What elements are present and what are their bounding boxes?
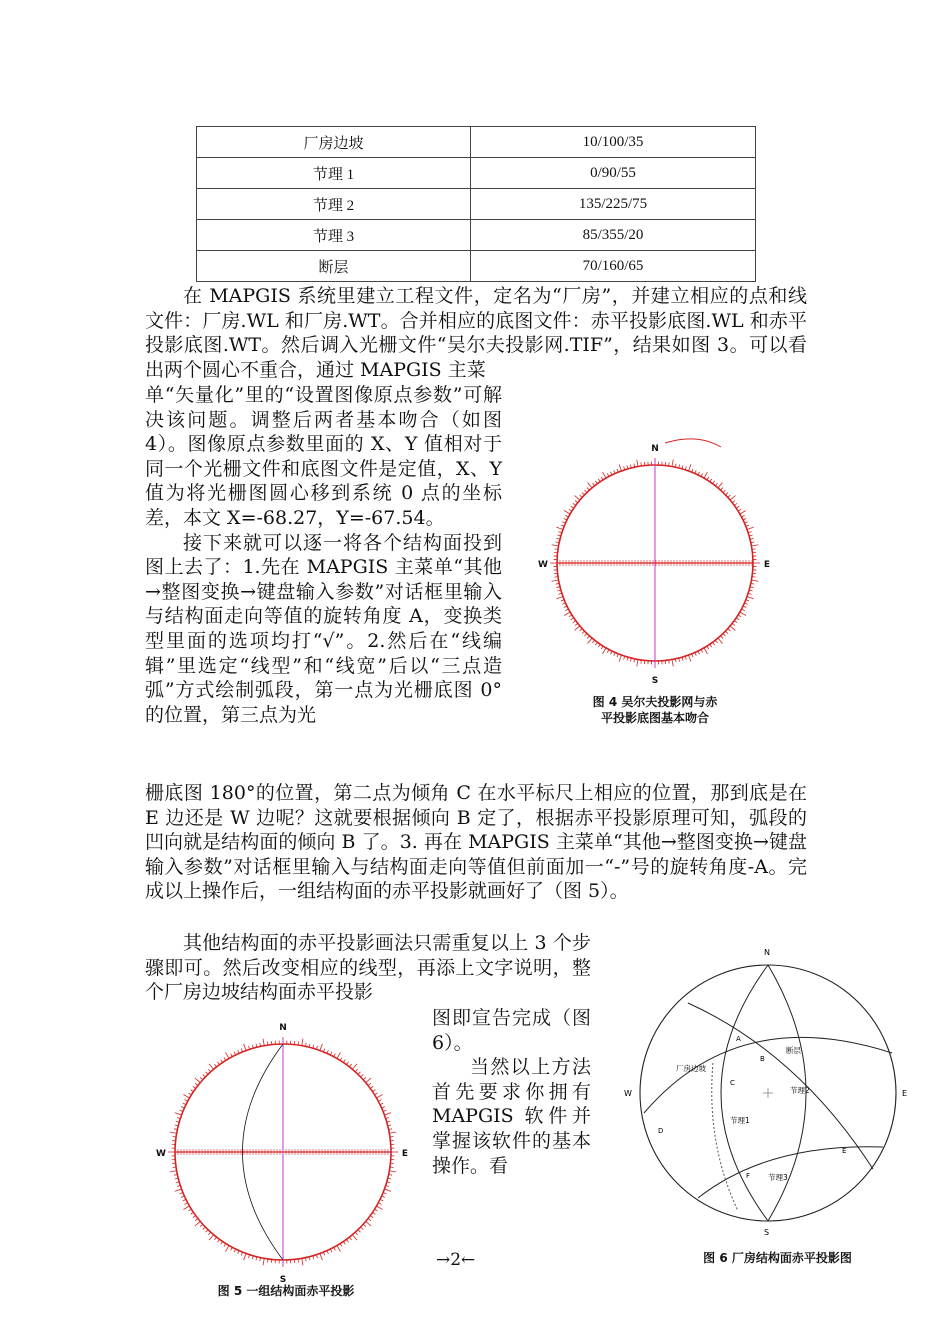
azimuth-tick (598, 479, 600, 482)
azimuth-tick (263, 1258, 264, 1265)
table-cell: 10/100/35 (471, 127, 756, 158)
azimuth-tick (368, 1218, 371, 1220)
west-label: W (156, 1149, 166, 1159)
table-cell: 断层 (197, 251, 471, 282)
azimuth-tick (556, 527, 563, 529)
label-fault: 断层 (786, 1046, 801, 1055)
azimuth-tick (732, 501, 735, 503)
paragraph-text: 在 MAPGIS 系统里建立工程文件，定名为“厂房”，并建立相应的点和线文件：厂房.WL 和厂房.WT。合并相应的底图文件：赤平投影底图.WL 和赤平投影底图.WT。然后调入光栅文件“吴尔夫投影网.TIF”，结果如图 3。可以看出两个圆心不重合，通过 MAPGIS 主菜 (145, 285, 807, 381)
table-row (197, 158, 756, 189)
azimuth-tick (575, 626, 580, 630)
table-cell: 厂房边坡 (197, 127, 471, 158)
azimuth-tick (221, 1242, 223, 1245)
azimuth-tick (193, 1215, 196, 1217)
azimuth-tick (377, 1206, 383, 1210)
azimuth-tick (580, 629, 583, 631)
arc-joint3 (698, 1147, 883, 1198)
azimuth-tick (389, 1171, 396, 1172)
azimuth-tick (580, 495, 583, 497)
azimuth-tick (569, 615, 572, 617)
azimuth-tick (200, 1077, 203, 1079)
azimuth-tick (206, 1230, 208, 1233)
azimuth-tick (373, 1212, 376, 1214)
label-joint2: 节理2 (790, 1086, 810, 1095)
north-label: N (279, 1023, 287, 1033)
azimuth-tick (195, 1083, 198, 1085)
azimuth-tick (340, 1057, 342, 1060)
azimuth-tick (575, 623, 578, 625)
table-cell: 节理 3 (197, 220, 471, 251)
azimuth-tick (598, 644, 600, 647)
azimuth-tick (320, 1253, 322, 1260)
azimuth-tick (191, 1212, 194, 1214)
azimuth-tick (224, 1244, 226, 1247)
azimuth-tick (183, 1095, 189, 1099)
azimuth-tick (573, 621, 576, 623)
azimuth-tick (337, 1052, 341, 1058)
azimuth-tick (195, 1078, 200, 1082)
azimuth-tick (363, 1077, 366, 1079)
azimuth-tick (689, 655, 691, 662)
east-label: E (902, 1089, 908, 1098)
paragraph-3-continued (432, 1006, 591, 1178)
azimuth-tick (556, 597, 563, 599)
azimuth-tick (193, 1086, 196, 1088)
azimuth-tick (707, 646, 709, 649)
arc-fault (644, 1037, 892, 1113)
west-label: W (538, 560, 548, 570)
azimuth-tick (721, 488, 723, 491)
point-d: D (658, 1127, 664, 1135)
azimuth-tick (217, 1062, 219, 1065)
azimuth-tick (375, 1093, 378, 1095)
azimuth-tick (208, 1069, 210, 1072)
azimuth-tick (208, 1232, 210, 1235)
azimuth-tick (349, 1237, 351, 1240)
azimuth-tick (704, 472, 708, 478)
azimuth-tick (358, 1230, 360, 1233)
azimuth-tick (603, 472, 607, 478)
west-label: W (624, 1089, 632, 1098)
south-label: S (764, 1228, 770, 1237)
table-cell: 135/225/75 (471, 189, 756, 220)
azimuth-tick (170, 1171, 177, 1172)
table-cell: 节理 1 (197, 158, 471, 189)
azimuth-tick (587, 636, 589, 639)
point-a: A (736, 1035, 741, 1043)
azimuth-tick (747, 597, 754, 599)
azimuth-tick (725, 492, 728, 494)
azimuth-tick (637, 460, 638, 467)
table-row (197, 251, 756, 282)
arc-joint2 (688, 1003, 873, 1169)
figure-5-caption (176, 1283, 396, 1299)
north-label: N (764, 948, 770, 957)
azimuth-tick (206, 1072, 208, 1075)
south-label: S (651, 676, 659, 686)
azimuth-tick (721, 636, 723, 639)
azimuth-tick (203, 1227, 206, 1229)
azimuth-tick (226, 1052, 230, 1058)
caption-line: 图 4 吴尔夫投影网与赤 (592, 695, 718, 709)
page-number: →2← (436, 1250, 476, 1270)
azimuth-tick (226, 1246, 230, 1252)
caption-line: 平投影底图基本吻合 (600, 711, 709, 725)
figure-4-caption (560, 694, 750, 726)
azimuth-tick (170, 1132, 177, 1133)
azimuth-tick (715, 640, 717, 643)
label-slope: 厂房边坡 (676, 1064, 706, 1073)
table-cell: 0/90/55 (471, 158, 756, 189)
figure-6-caption (680, 1250, 875, 1266)
azimuth-tick (377, 1095, 383, 1099)
arc-joint1 (721, 965, 768, 1221)
azimuth-tick (571, 506, 574, 508)
azimuth-tick (370, 1086, 373, 1088)
offset-arc (665, 439, 721, 447)
azimuth-tick (584, 490, 586, 493)
azimuth-tick (217, 1239, 219, 1242)
azimuth-tick (355, 1069, 357, 1072)
east-label: E (763, 560, 771, 570)
paragraph-text: 图即宣告完成（图 6）。 (432, 1007, 591, 1054)
azimuth-tick (188, 1093, 191, 1095)
azimuth-tick (349, 1064, 351, 1067)
azimuth-tick (214, 1237, 216, 1240)
azimuth-tick (244, 1044, 246, 1051)
azimuth-tick (366, 1221, 371, 1225)
azimuth-tick (320, 1044, 322, 1051)
azimuth-tick (366, 1078, 371, 1082)
point-f: F (746, 1172, 751, 1180)
azimuth-tick (601, 477, 603, 480)
azimuth-tick (725, 631, 728, 633)
azimuth-tick (713, 481, 715, 484)
azimuth-tick (734, 621, 737, 623)
azimuth-tick (370, 1215, 373, 1217)
south-label: S (279, 1275, 287, 1284)
label-joint3: 节理3 (768, 1173, 788, 1182)
paragraph-text: 栅底图 180°的位置，第二点为倾角 C 在水平标尺上相应的位置，那到底是在 E 边还是 W 边呢？这就要根据倾向 B 定了，根据赤平投影原理可知，弧段的凹向就是结构面的倾向 B 了。3. 再在 MAPGIS 主菜单“其他→整图变换→键盘输入参数”对话框里输入与结构面走向等值但前面加一“-”号的旋转角度-A。完成以上操作后，一组结构面的赤平投影就画好了（图 5）。 (145, 782, 807, 903)
azimuth-tick (672, 460, 673, 467)
azimuth-tick (355, 1232, 357, 1235)
figure-6-structure-planes (618, 943, 918, 1243)
north-label: N (651, 444, 659, 454)
azimuth-tick (593, 640, 595, 643)
azimuth-tick (713, 642, 715, 645)
left-column-text (145, 383, 502, 727)
azimuth-tick (730, 626, 735, 630)
azimuth-tick (672, 660, 673, 667)
azimuth-tick (373, 1090, 376, 1092)
azimuth-tick (573, 503, 576, 505)
azimuth-tick (723, 490, 725, 493)
east-label: E (401, 1149, 409, 1159)
azimuth-tick (575, 501, 578, 503)
azimuth-tick (569, 509, 572, 511)
azimuth-tick (740, 612, 746, 616)
table-cell: 节理 2 (197, 189, 471, 220)
azimuth-tick (343, 1060, 345, 1063)
point-e: E (842, 1147, 847, 1155)
azimuth-tick (752, 545, 759, 546)
point-b: B (760, 1055, 765, 1063)
azimuth-tick (368, 1083, 371, 1085)
azimuth-tick (619, 464, 621, 471)
point-c: C (730, 1079, 735, 1087)
azimuth-tick (619, 655, 621, 662)
azimuth-tick (747, 527, 754, 529)
azimuth-tick (689, 464, 691, 471)
azimuth-tick (571, 618, 574, 620)
azimuth-tick (346, 1062, 348, 1065)
azimuth-tick (704, 648, 708, 654)
azimuth-tick (588, 638, 592, 643)
azimuth-tick (552, 545, 559, 546)
azimuth-tick (734, 503, 737, 505)
azimuth-tick (718, 483, 722, 488)
azimuth-tick (384, 1189, 391, 1191)
azimuth-tick (752, 580, 759, 581)
azimuth-tick (263, 1039, 264, 1046)
azimuth-tick (384, 1113, 391, 1115)
azimuth-tick (582, 492, 585, 494)
paragraph-text: 单“矢量化”里的“设置图像原点参数”可解决该问题。调整后两者基本吻合（如图 4）。图像原点参数里面的 X、Y 值相对于同一个光栅文件和底图文件是定值，X、Y 值为将光栅图圆心移到系统 0 点的坐标差，本文 X=-68.27，Y=-67.54。 (145, 384, 502, 529)
azimuth-tick (564, 612, 570, 616)
azimuth-tick (595, 642, 597, 645)
azimuth-tick (224, 1057, 226, 1060)
azimuth-tick (736, 618, 739, 620)
caption-line: 图 5 一组结构面赤平投影 (217, 1284, 355, 1298)
azimuth-tick (337, 1246, 341, 1252)
azimuth-tick (361, 1227, 364, 1229)
azimuth-tick (175, 1113, 182, 1115)
azimuth-tick (732, 623, 735, 625)
table-cell: 70/160/65 (471, 251, 756, 282)
azimuth-tick (718, 638, 722, 643)
net-fig4 (538, 439, 770, 686)
azimuth-tick (593, 483, 595, 486)
table-row (197, 127, 756, 158)
azimuth-tick (361, 1075, 364, 1077)
figure-4-wulff-net (520, 405, 800, 695)
azimuth-tick (375, 1209, 378, 1211)
azimuth-tick (710, 479, 712, 482)
net-fig5 (156, 1023, 408, 1284)
azimuth-tick (346, 1239, 348, 1242)
azimuth-tick (588, 483, 592, 488)
azimuth-tick (730, 496, 735, 500)
azimuth-tick (587, 488, 589, 491)
azimuth-tick (188, 1209, 191, 1211)
table-row (197, 189, 756, 220)
azimuth-tick (363, 1224, 366, 1226)
paragraph-4: 当然以上方法首先要求你拥有 MAPGIS 软件并掌握该软件的基本操作。看 (432, 1056, 591, 1177)
azimuth-tick (209, 1064, 213, 1069)
azimuth-tick (191, 1090, 194, 1092)
paragraph-text: 其他结构面的赤平投影画法只需重复以上 3 个步骤即可。然后改变相应的线型，再添上文字说明，整个厂房边坡结构面赤平投影 (145, 932, 591, 1004)
azimuth-tick (738, 615, 741, 617)
azimuth-tick (584, 633, 586, 636)
azimuth-tick (352, 1235, 356, 1240)
azimuth-tick (183, 1206, 189, 1210)
label-joint1: 节理1 (730, 1116, 750, 1125)
structure-plane-table (196, 126, 756, 282)
azimuth-tick (595, 481, 597, 484)
azimuth-tick (715, 483, 717, 486)
azimuth-tick (728, 495, 731, 497)
figure-5-projection (145, 1022, 425, 1284)
azimuth-tick (637, 660, 638, 667)
azimuth-tick (214, 1064, 216, 1067)
azimuth-tick (221, 1060, 223, 1063)
azimuth-tick (209, 1235, 213, 1240)
azimuth-tick (575, 496, 580, 500)
table-cell: 85/355/20 (471, 220, 756, 251)
azimuth-tick (340, 1244, 342, 1247)
azimuth-tick (564, 511, 570, 515)
paragraph-3 (145, 931, 591, 1005)
paragraph-2-continued (145, 781, 807, 904)
azimuth-tick (389, 1132, 396, 1133)
azimuth-tick (723, 633, 725, 636)
azimuth-tick (582, 631, 585, 633)
azimuth-tick (302, 1258, 303, 1265)
azimuth-tick (603, 648, 607, 654)
azimuth-tick (195, 1221, 200, 1225)
azimuth-tick (302, 1039, 303, 1046)
azimuth-tick (728, 629, 731, 631)
azimuth-tick (343, 1242, 345, 1245)
azimuth-tick (352, 1064, 356, 1069)
azimuth-tick (195, 1218, 198, 1220)
azimuth-tick (358, 1072, 360, 1075)
paragraph-1 (145, 284, 807, 382)
azimuth-tick (738, 509, 741, 511)
azimuth-tick (740, 511, 746, 515)
azimuth-tick (552, 580, 559, 581)
table-row (197, 220, 756, 251)
azimuth-tick (710, 644, 712, 647)
azimuth-tick (736, 506, 739, 508)
azimuth-tick (203, 1075, 206, 1077)
caption-line: 图 6 厂房结构面赤平投影图 (703, 1251, 852, 1265)
paragraph-2: 接下来就可以逐一将各个结构面投到图上去了：1.先在 MAPGIS 主菜单“其他→整图变换→键盘输入参数”对话框里输入与结构面走向等值的旋转角度 A，变换类型里面的选项均打“√”。2.然后在“线编辑”里选定“线型”和“线宽”后以“三点造弧”方式绘制弧段，第一点为光栅底图 0°的位置，第三点为光 (145, 531, 502, 726)
azimuth-tick (707, 477, 709, 480)
azimuth-tick (244, 1253, 246, 1260)
azimuth-tick (601, 646, 603, 649)
azimuth-tick (200, 1224, 203, 1226)
azimuth-tick (175, 1189, 182, 1191)
